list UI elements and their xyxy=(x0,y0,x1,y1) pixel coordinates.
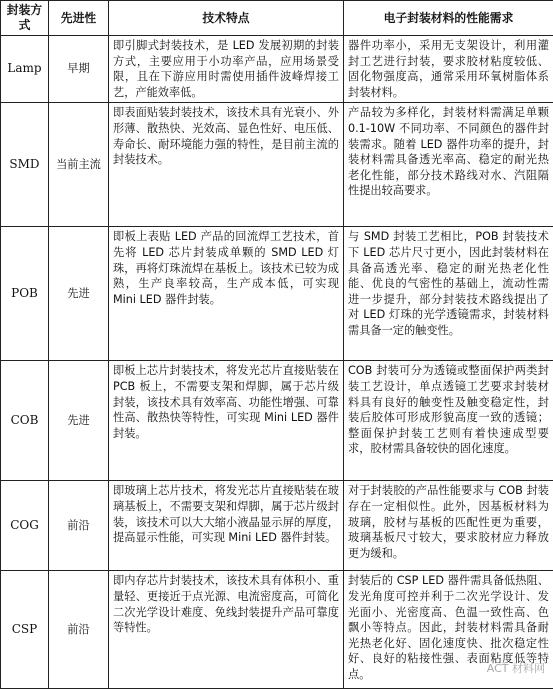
requirement-text: 封装后的 CSP LED 器件需具备低热阻、发光角度可控并利于二次光学设计、发光面小、光密度高、色温一致性高、色飘小等特点。因此，封装材料需具备耐光热老化好、固化速度快、批次稳定性好、良好的粘接性强、表面粘度低等特点。 xyxy=(344,571,553,689)
packaging-type: CSP xyxy=(1,571,49,689)
feature-text: 即内存芯片封装技术，该技术具有体积小、重量轻、更接近于点光源、电流密度高，可简化二次光学设计难度、免线封装提升产品可靠度等特性。 xyxy=(109,571,344,689)
table-row xyxy=(1,361,553,481)
feature-text: 即表面贴装封装技术，该技术具有光衰小、外形薄、散热快、光效高、显色性好、电压低、寿命长、耐环境能力强的特性，是目前主流的封装技术。 xyxy=(109,103,344,227)
packaging-type: SMD xyxy=(1,103,49,227)
stage: 先进 xyxy=(49,361,109,481)
header-stage: 先进性 xyxy=(49,1,109,36)
requirement-text: 与 SMD 封装工艺相比，POB 封装技术下 LED 芯片尺寸更小，因此封装材料在具备高透光率、稳定的耐光热老化性能、优良的气密性的基础上，流动性需进一步提升，部分封装技术路线提出了对 LED 灯珠的光学透镜需求，封装材料需具备一定的触变性。 xyxy=(344,227,553,361)
feature-text: 即玻璃上芯片技术，将发光芯片直接贴装在玻璃基板上，不需要支架和焊脚，属于芯片级封装，该技术可以大大缩小液晶显示屏的厚度，提高显示性能，可实现 Mini LED 器件封装。 xyxy=(109,481,344,571)
stage: 当前主流 xyxy=(49,103,109,227)
header-features: 技术特点 xyxy=(109,1,344,36)
table-row xyxy=(1,103,553,227)
requirement-text: COB 封装可分为透镜或整面保护两类封装工艺设计，单点透镜工艺要求封装材料具有良好的触变性及触变稳定性，封装后胶体可形成形貌高度一致的透镜；整面保护封装工艺则有着快速成型要求，胶材需具备较快的固化速度。 xyxy=(344,361,553,481)
stage: 前沿 xyxy=(49,481,109,571)
table-row xyxy=(1,481,553,571)
table-row xyxy=(1,36,553,103)
stage: 早期 xyxy=(49,36,109,103)
header-row xyxy=(1,1,553,36)
feature-text: 即板上表贴 LED 产品的回流焊工艺技术，首先将 LED 芯片封装成单颗的 SMD LED 灯珠，再将灯珠流焊在基板上。该技术已较为成熟，生产良率较高，生产成本低，可实现 Mini LED 器件封装。 xyxy=(109,227,344,361)
packaging-type: Lamp xyxy=(1,36,49,103)
stage: 先进 xyxy=(49,227,109,361)
requirement-text: 对于封装胶的产品性能要求与 COB 封装存在一定相似性。此外，因基板材料为玻璃，胶材与基板的匹配性更为重要，玻璃基板尺寸较大，要求胶材应力释放更为缓和。 xyxy=(344,481,553,571)
header-packaging-type: 封装方式 xyxy=(1,1,49,36)
table-row xyxy=(1,571,553,689)
packaging-type: COG xyxy=(1,481,49,571)
feature-text: 即引脚式封装技术，是 LED 发展初期的封装方式，主要应用于小功率产品，应用场景受限，且在下游应用时需使用插件波峰焊接工艺，产能效率低。 xyxy=(109,36,344,103)
watermark-logo: ACT 材料网 xyxy=(487,660,545,676)
requirement-text: 产品较为多样化，封装材料需满足单颗 0.1-10W 不同功率、不同颜色的器件封装需求。随着 LED 器件功率的提升，封装材料需具备透光率高、稳定的耐光热老化性能，部分技术路线对水、汽阻隔性提出较高要求。 xyxy=(344,103,553,227)
header-requirements: 电子封装材料的性能需求 xyxy=(344,1,553,36)
table-row xyxy=(1,227,553,361)
feature-text: 即板上芯片封装技术，将发光芯片直接贴装在 PCB 板上，不需要支架和焊脚，属于芯片级封装，该技术具有效率高、功能性增强、可靠性高、散热快等特性，可实现 Mini LED 器件封装。 xyxy=(109,361,344,481)
packaging-type: POB xyxy=(1,227,49,361)
requirement-text: 器件功率小，采用无支架设计，利用灌封工艺进行封装，要求胶材粘度较低、固化物强度高，通常采用环氧树脂体系封装材料。 xyxy=(344,36,553,103)
stage: 前沿 xyxy=(49,571,109,689)
packaging-type: COB xyxy=(1,361,49,481)
